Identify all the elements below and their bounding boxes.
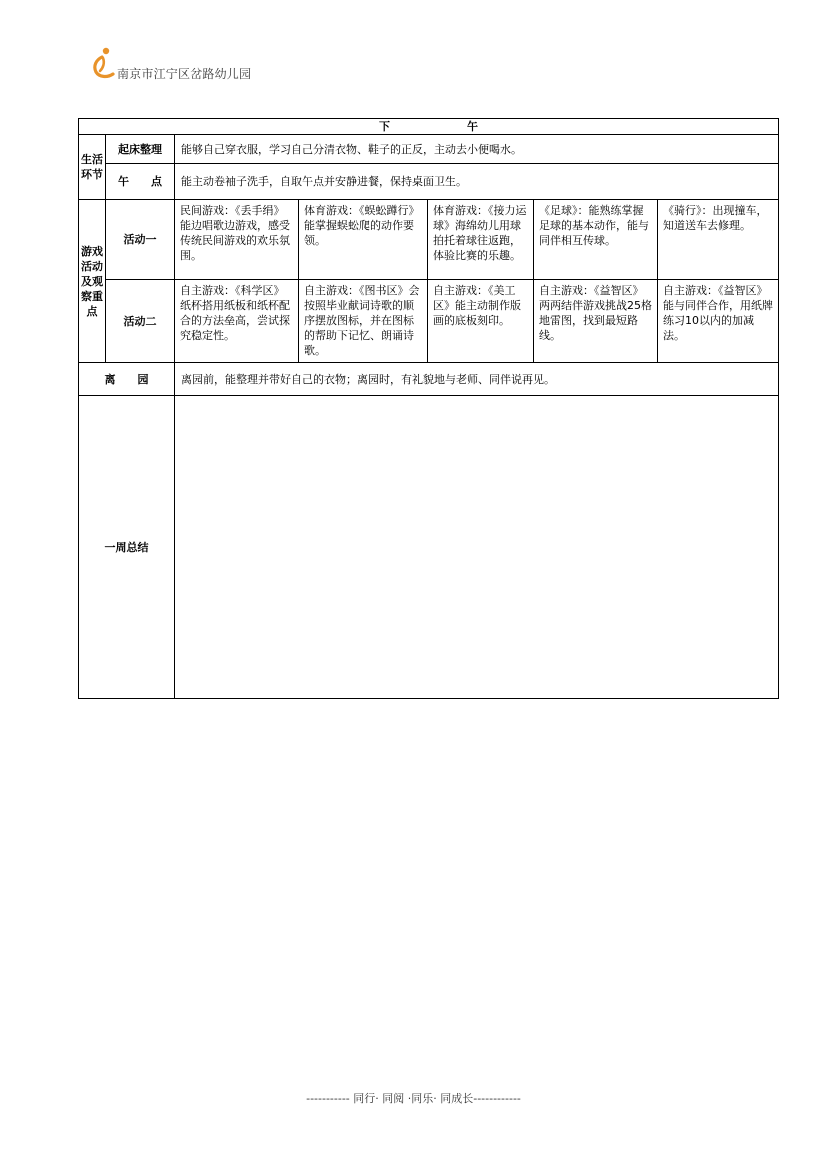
snack-text: 能主动卷袖子洗手，自取午点并安静进餐，保持桌面卫生。 — [175, 164, 779, 200]
wakeup-text: 能够自己穿衣服，学习自己分清衣物、鞋子的正反，主动去小便喝水。 — [175, 135, 779, 164]
games-section-label: 游戏活动及观察重点 — [79, 200, 106, 363]
snack-label: 午 点 — [106, 164, 175, 200]
activity1-cell: 《足球》：能熟练掌握足球的基本动作，能与同伴相互传球。 — [534, 200, 658, 280]
activity1-cell: 《骑行》：出现撞车，知道送车去修理。 — [658, 200, 779, 280]
school-name: 南京市江宁区岔路幼儿园 — [117, 67, 252, 81]
activity1-cell: 体育游戏：《蜈蚣蹲行》能掌握蜈蚣爬的动作要领。 — [299, 200, 428, 280]
activity1-label: 活动一 — [106, 200, 175, 280]
activity1-cell: 民间游戏：《丢手绢》能边唱歌边游戏，感受传统民间游戏的欢乐氛围。 — [175, 200, 299, 280]
leave-label: 离 园 — [79, 363, 175, 396]
activity2-label: 活动二 — [106, 280, 175, 363]
leave-text: 离园前，能整理并带好自己的衣物；离园时，有礼貌地与老师、同伴说再见。 — [175, 363, 779, 396]
life-section-label: 生活环节 — [79, 135, 106, 200]
activity2-cell: 自主游戏：《美工区》能主动制作版画的底板刻印。 — [428, 280, 534, 363]
summary-label: 一周总结 — [79, 396, 175, 699]
activity2-cell: 自主游戏：《图书区》会按照毕业献词诗歌的顺序摆放图标，并在图标的帮助下记忆、朗诵诗歌。 — [299, 280, 428, 363]
table-title: 下 午 — [79, 119, 779, 135]
weekly-plan-table — [78, 118, 779, 699]
school-logo-icon — [90, 46, 118, 80]
activity2-cell: 自主游戏：《益智区》两两结伴游戏挑战25格地雷图，找到最短路线。 — [534, 280, 658, 363]
activity1-cell: 体育游戏：《接力运球》海绵幼儿用球拍托着球往返跑，体验比赛的乐趣。 — [428, 200, 534, 280]
summary-content — [175, 396, 779, 699]
wakeup-label: 起床整理 — [106, 135, 175, 164]
activity2-cell: 自主游戏：《益智区》能与同伴合作，用纸牌练习10以内的加减法。 — [658, 280, 779, 363]
footer-motto: ----------- 同行· 同阅 ·同乐· 同成长------------ — [306, 1092, 521, 1105]
activity2-cell: 自主游戏：《科学区》纸杯搭用纸板和纸杯配合的方法垒高，尝试探究稳定性。 — [175, 280, 299, 363]
